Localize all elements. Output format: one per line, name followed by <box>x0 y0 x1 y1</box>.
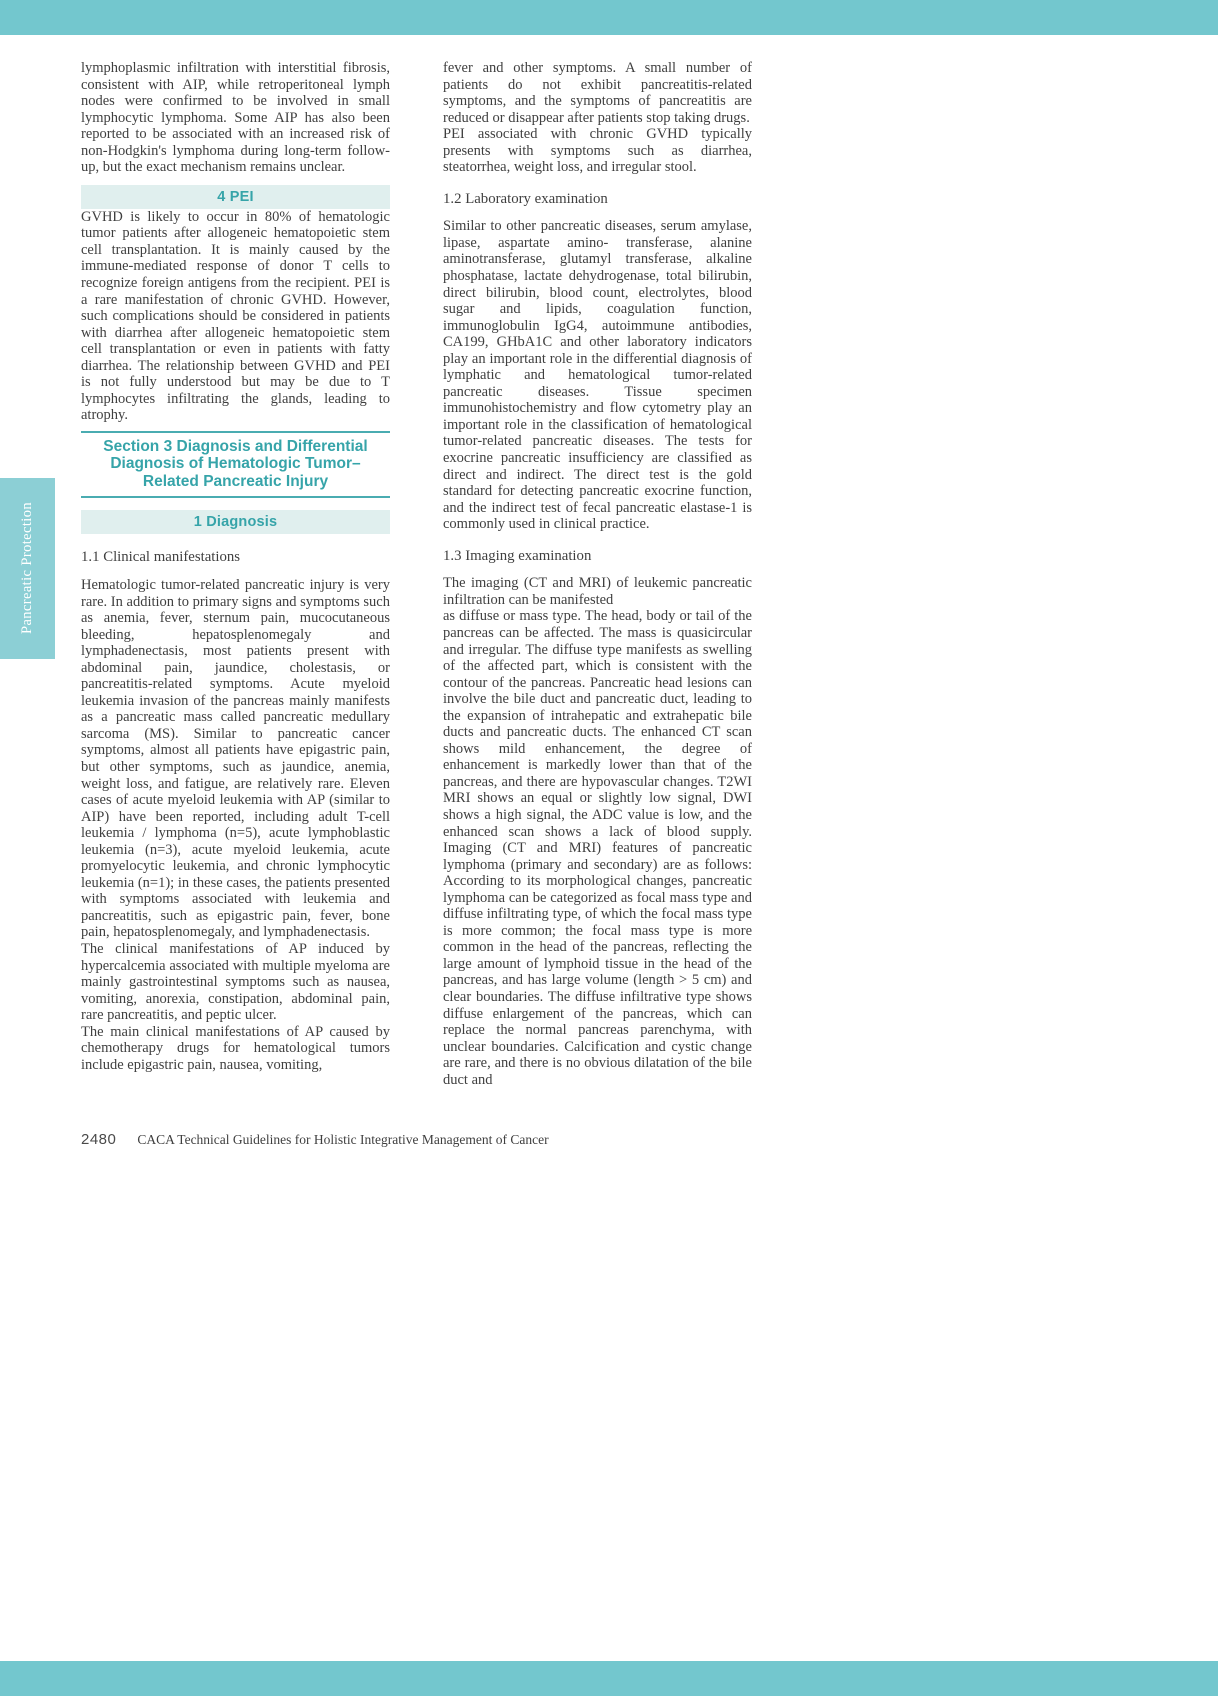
paragraph-clinical-1: Hematologic tumor-related pancreatic injury is very rare. In addition to primary signs and symptoms such as anemia, fever, sternum pain, mucocutaneous bleeding, hepatosplenomegaly and lymphadenectasis, most patients present with abdominal pain, jaundice, cholestasis, or pancreatitis-related symptoms. Acute myeloid leukemia invasion of the pancreas mainly manifests as a pancreatic mass called pancreatic medullary sarcoma (MS). Similar to pancreatic cancer symptoms, almost all patients have epigastric pain, but other symptoms, such as jaundice, anemia, weight loss, and fatigue, are relatively rare. Eleven cases of acute myeloid leukemia with AP (similar to AIP) have been reported, including adult T-cell leukemia / lymphoma (n=5), acute lymphoblastic leukemia (n=3), acute myeloid leukemia, acute promyelocytic leukemia, and chronic lymphocytic leukemia (n=1); in these cases, the patients presented with symptoms associated with leukemia and pancreatitis, such as epigastric pain, fever, bone pain, hepatosplenomegaly, and lymphadenectasis. <box>81 576 390 941</box>
subsection-heading-1-2: 1.2 Laboratory examination <box>443 190 608 207</box>
chapter-side-tab <box>0 478 55 659</box>
section-heading-pei <box>81 185 390 209</box>
section-heading-pei-label: 4 PEI <box>217 188 254 205</box>
paragraph-laboratory: Similar to other pancreatic diseases, serum amylase, lipase, aspartate amino- transferase, alanine aminotransferase, glutamyl transferase, alkaline phosphatase, lactate dehydrogenase, total bilirubin, direct bilirubin, blood count, electrolytes, blood sugar and lipids, coagulation function, immunoglobulin IgG4, autoimmune antibodies, CA199, GHbA1C and other laboratory indicators play an important role in the differential diagnosis of lymphatic and hematological tumor-related pancreatic diseases. Tissue specimen immunohistochemistry and flow cytometry play an important role in the classification of hematological tumor-related pancreatic diseases. The tests for exocrine pancreatic insufficiency are classified as direct and indirect. The direct test is the gold standard for detecting pancreatic exocrine function, and the indirect test of fecal pancreatic elastase-1 is commonly used in clinical practice. <box>443 218 752 533</box>
page-footer <box>81 1131 549 1148</box>
subsection-heading-1-1: 1.1 Clinical manifestations <box>81 549 241 566</box>
paragraph-clinical-3: The main clinical manifestations of AP caused by chemotherapy drugs for hematological tumors include epigastric pain, nausea, vomiting, <box>81 1023 390 1073</box>
top-edge-band <box>0 0 1218 35</box>
bottom-edge-band <box>0 1661 1218 1696</box>
paragraph-imaging-2: as diffuse or mass type. The head, body or tail of the pancreas can be affected. The mass is quasicircular and irregular. The diffuse type manifests as swelling of the affected part, which is consistent with the contour of the pancreas. Pancreatic head lesions can involve the bile duct and pancreatic duct, leading to the expansion of intrahepatic and extrahepatic bile ducts and pancreatic ducts. The enhanced CT scan shows mild enhancement, the degree of enhancement is markedly lower than that of the pancreas, and there are hypovascular changes. T2WI MRI shows an equal or slightly low signal, DWI shows a high signal, the ADC value is low, and the enhanced scan shows a lack of blood supply. Imaging (CT and MRI) features of pancreatic lymphoma (primary and secondary) are as follows: According to its morphological changes, pancreatic lymphoma can be categorized as focal mass type and diffuse infiltrating type, of which the focal mass type is more common; the focal mass type is more common in the head of the pancreas, reflecting the large amount of lymphoid tissue in the head of the pancreas, and has large volume (length > 5 cm) and clear boundaries. The diffuse infiltrative type shows diffuse enlargement of the pancreas, which can replace the normal pancreas parenchyma, with unclear boundaries. Calcification and cystic change are rare, and there is no obvious dilatation of the bile duct and <box>443 608 752 1088</box>
section-3-title <box>81 431 390 499</box>
section-heading-diagnosis-label: 1 Diagnosis <box>193 514 278 531</box>
section-heading-diagnosis <box>81 510 390 534</box>
section-3-title-line-1: Section 3 Diagnosis and Differential <box>103 437 368 455</box>
page-number: 2480 <box>81 1131 117 1148</box>
paragraph-continuation: lymphoplasmic infiltration with interstitial fibrosis, consistent with AIP, while retroperitoneal lymph nodes were confirmed to be involved in small lymphocytic lymphoma. Some AIP has also been reported to be associated with an increased risk of non-Hodgkin's lymphoma during long-term follow-up, but the exact mechanism remains unclear. <box>81 60 390 176</box>
paragraph-imaging-1: The imaging (CT and MRI) of leukemic pancreatic infiltration can be manifested <box>443 575 752 608</box>
section-3-title-line-2: Diagnosis of Hematologic Tumor– <box>110 455 361 473</box>
paragraph-pei-gvhd: PEI associated with chronic GVHD typically presents with symptoms such as diarrhea, steatorrhea, weight loss, and irregular stool. <box>443 126 752 176</box>
paragraph-continuation-right: fever and other symptoms. A small number of patients do not exhibit pancreatitis-related symptoms, and the symptoms of pancreatitis are reduced or disappear after patients stop taking drugs. <box>443 60 752 126</box>
chapter-tab-label: Pancreatic Protection <box>19 502 35 635</box>
right-text-column <box>443 60 752 1088</box>
left-text-column <box>81 60 390 1073</box>
section-3-title-line-3: Related Pancreatic Injury <box>142 472 329 490</box>
subsection-heading-1-3: 1.3 Imaging examination <box>443 547 592 564</box>
paragraph-clinical-2: The clinical manifestations of AP induced by hypercalcemia associated with multiple myeloma are mainly gastrointestinal symptoms such as nausea, vomiting, anorexia, constipation, abdominal pain, rare pancreatitis, and peptic ulcer. <box>81 941 390 1024</box>
book-title: CACA Technical Guidelines for Holistic Integrative Management of Cancer <box>137 1132 549 1147</box>
paragraph-pei: GVHD is likely to occur in 80% of hematologic tumor patients after allogeneic hematopoietic stem cell transplantation. It is mainly caused by the immune-mediated response of donor T cells to recognize foreign antigens from the recipient. PEI is a rare manifestation of chronic GVHD. However, such complications should be considered in patients with diarrhea after allogeneic hematopoietic stem cell transplantation or even in patients with fatty diarrhea. The relationship between GVHD and PEI is not fully understood but may be due to T lymphocytes infiltrating the glands, leading to atrophy. <box>81 208 390 424</box>
